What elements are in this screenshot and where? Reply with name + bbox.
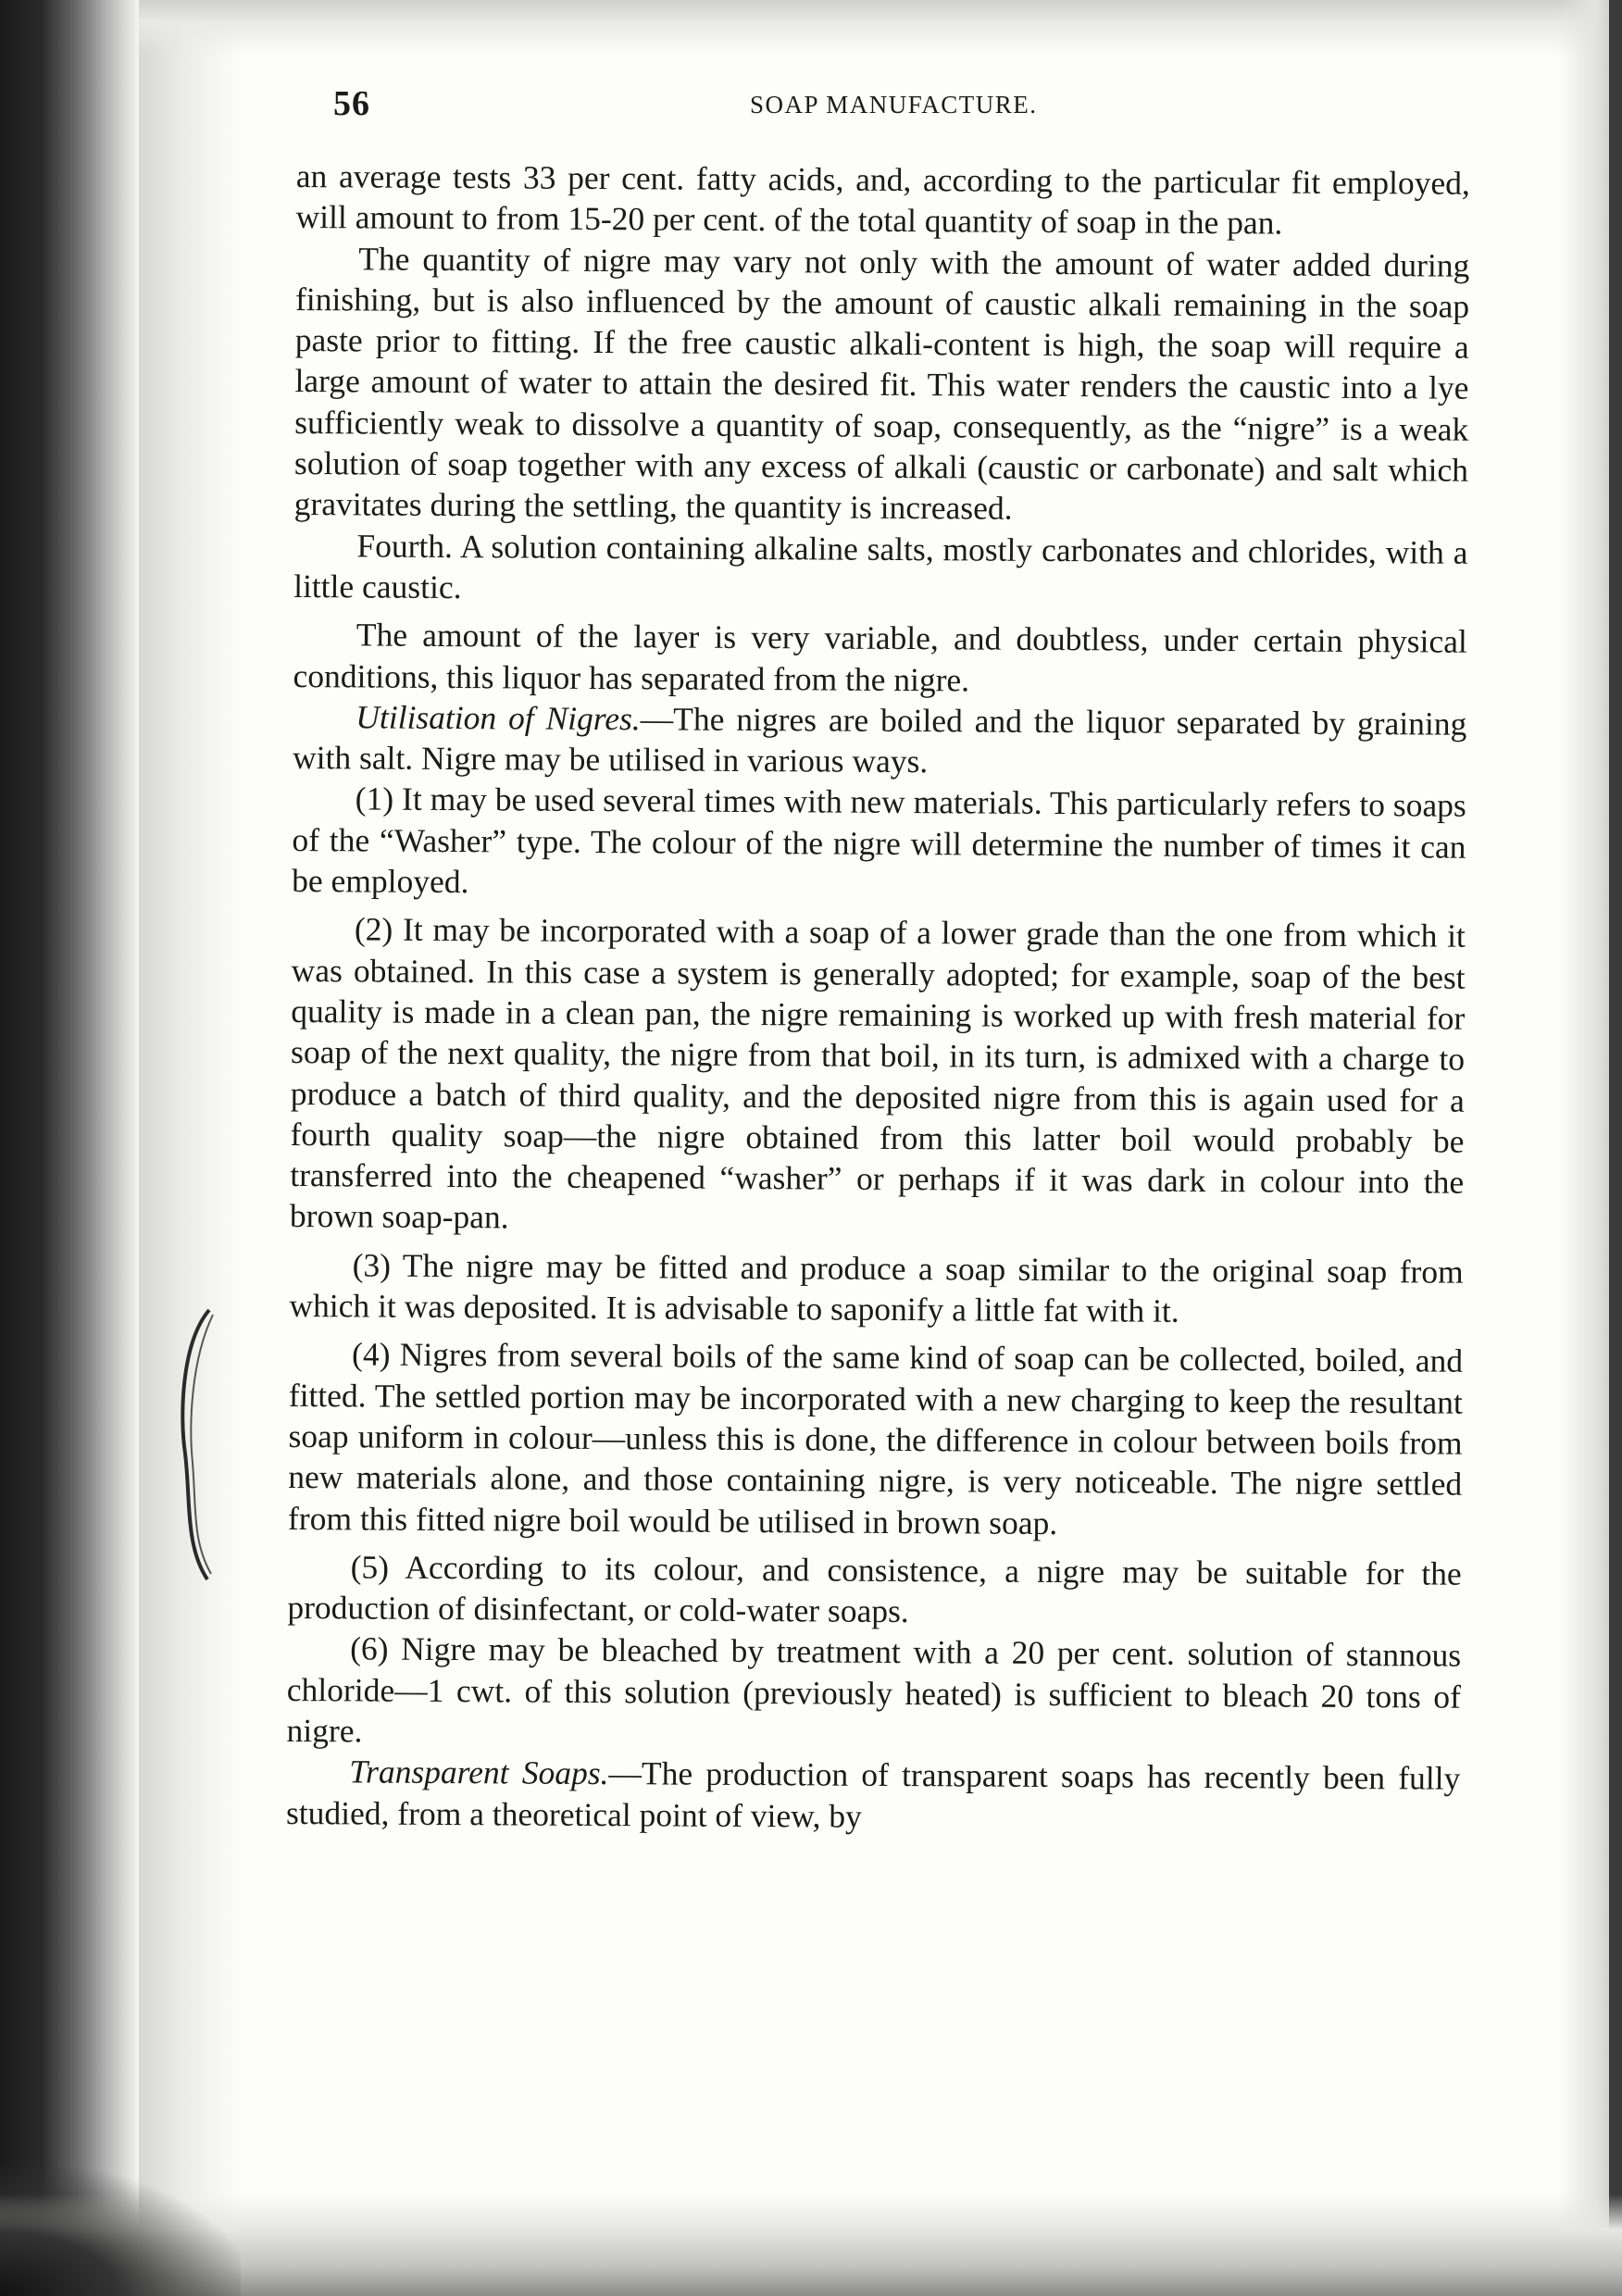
paragraph-text: (1) It may be used several times with new materials. This particularly refers to soaps of the “Washer” type. The colour of the nigre will determine the number of times it can be employed. [292,780,1466,901]
page-number: 56 [333,84,370,123]
paragraph [286,1628,1461,1758]
paragraph-text: (4) Nigres from several boils of the same kind of soap can be collected, boiled, and fitted. The settled portion may be incorporated with a new charging to keep the resultant soap uniform in colour—unless this is done, the difference in colour between boils from new materials alone, and those containing nigre, is very noticeable. The nigre settled from this fitted nigre boil would be utilised in brown soap. [287,1335,1464,1541]
paragraph-text: (5) According to its colour, and consistence, a nigre may be suitable for the production of disinfectant, or cold-water soaps. [287,1548,1462,1630]
bottom-corner-shadow [0,2166,241,2296]
binding-gutter [0,0,139,2296]
paragraph [293,525,1468,614]
paragraph [290,908,1466,1243]
running-title: SOAP MANUFACTURE. [750,91,1038,119]
paragraph [293,696,1467,785]
paragraph [293,614,1467,703]
paragraph [292,778,1466,908]
binding-thread-mark [172,1305,228,1583]
paragraph-text: (6) Nigre may be bleached by treatment with a 20 per cent. solution of stannous chloride—1 cwt. of this solution (previously heated) is sufficient to bleach 20 tons of nigre. [286,1629,1462,1750]
paragraph [289,1244,1464,1333]
paragraph [294,238,1470,532]
top-edge-shadow [139,0,1622,56]
gutter-shadow [139,0,241,2296]
paragraph [287,1546,1462,1635]
paragraph [286,1751,1461,1840]
paragraph-text: The quantity of nigre may vary not only with the amount of water added during finishing, but is also influenced by the amount of caustic alkali remaining in the soap paste prior to fitting. If the free caustic alkali-content is high, the soap will require a large amount of water to attain the desired fit. This water renders the caustic into a lye sufficiently weak to dissolve a quantity of soap, consequently, as the “nigre” is a weak solution of soap together with any excess of alkali (caustic or carbonate) and salt which gravitates during the settling, the quantity is increased. [293,240,1470,528]
right-edge-bar [1609,0,1622,2296]
paragraph-text: (3) The nigre may be fitted and produce a soap similar to the original soap from which it was deposited. It is advisable to saponify a little fat with it. [289,1246,1464,1329]
page-header [333,83,1481,130]
paragraph-text: (2) It may be incorporated with a soap of a lower grade than the one from which it was obtained. In this case a system is generally adopted; for example, soap of the best quality is made in a clean pan, the nigre remaining is worked up with fresh material for soap of the next quality, the nigre from that boil, in its turn, is admixed with a charge to produce a batch of third quality, and the deposited nigre from this is again used for a fourth quality soap—the nigre obtained from this latter boil would probably be transferred into the cheapened “washer” or perhaps if it was dark in colour into the brown soap-pan. [289,910,1466,1236]
run-in-heading: Utilisation of Nigres. [356,698,641,738]
paragraph [295,156,1470,244]
body-text [286,156,1470,1841]
paragraph-text: The amount of the layer is very variable, and doubtless, under certain physical conditions, this liquor has separated from the nigre. [293,616,1467,699]
paragraph-text: an average tests 33 per cent. fatty acids, and, according to the particular fit employed, will amount to from 15-20 per cent. of the total quantity of soap in the pan. [295,156,1470,242]
bottom-edge-shadow [0,2194,1622,2296]
paragraph-text: —The production of transparent soaps has recently been fully studied, from a theoretical point of view, by [285,1754,1461,1835]
paragraph-text: Fourth. A solution containing alkaline salts, mostly carbonates and chlorides, with a little caustic. [293,527,1468,606]
paragraph-text: —The nigres are boiled and the liquor separated by graining with salt. Nigre may be utilised in various ways. [292,700,1467,780]
paragraph [288,1333,1463,1545]
run-in-heading: Transparent Soaps. [349,1753,609,1792]
